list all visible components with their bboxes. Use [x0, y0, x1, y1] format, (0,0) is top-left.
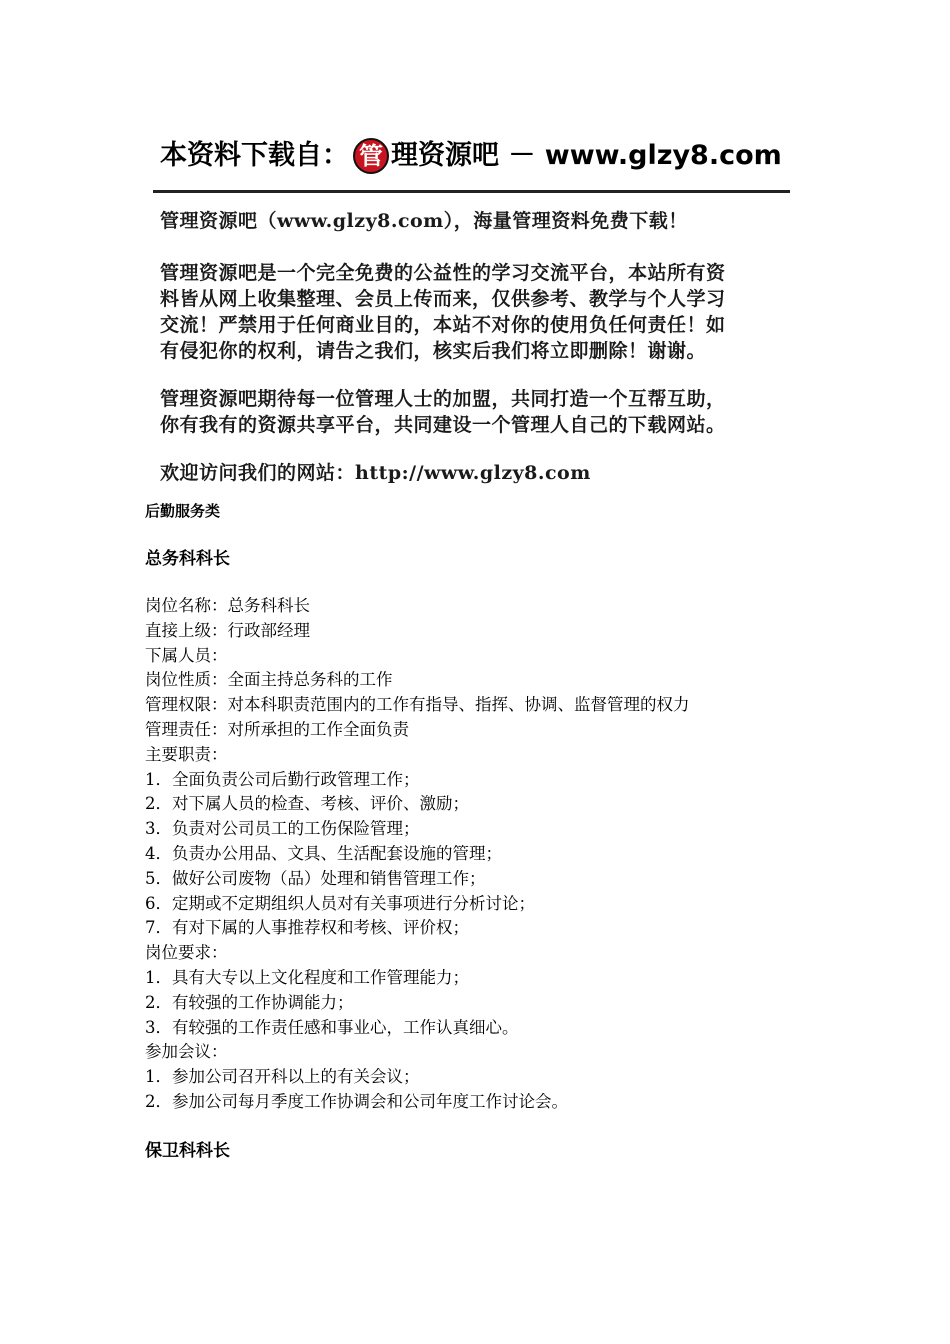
job-heading-general-affairs: 总务科科长 — [145, 549, 230, 569]
body-line: 岗位名称：总务科科长 — [145, 596, 310, 615]
body-line: 4．负责办公用品、文具、生活配套设施的管理； — [145, 843, 502, 863]
banner-divider — [153, 190, 790, 193]
banner-prefix: 本资料下载自： — [160, 140, 349, 171]
body-line: 6．定期或不定期组织人员对有关事项进行分析讨论； — [145, 893, 535, 913]
body-line: 岗位要求： — [145, 943, 228, 963]
notice-paragraph-2: 管理资源吧是一个完全免费的公益性的学习交流平台，本站所有资 料皆从网上收集整理、会员上传而来，仅供参考、教学与个人学习 交流！严禁用于任何商业目的，本站不对你的使用负任何责任！如 有侵犯你的权利，请告之我们，核实后我们将立即删除！谢谢。 — [160, 262, 726, 362]
body-line: 参加会议： — [145, 1042, 228, 1062]
download-banner — [160, 136, 782, 176]
body-line: 1．全面负责公司后勤行政管理工作； — [145, 769, 420, 789]
body-line: 管理权限：对本科职责范围内的工作有指导、指挥、协调、监督管理的权力 — [145, 695, 690, 715]
body-line: 2．有较强的工作协调能力； — [145, 992, 354, 1012]
body-line: 岗位性质：全面主持总务科的工作 — [145, 670, 393, 690]
body-line: 2．参加公司每月季度工作协调会和公司年度工作讨论会。 — [145, 1091, 568, 1111]
body-line: 3．负责对公司员工的工伤保险管理； — [145, 819, 420, 839]
body-line: 下属人员： — [145, 645, 228, 665]
body-line: 1．参加公司召开科以上的有关会议； — [145, 1067, 420, 1087]
body-line: 7．有对下属的人事推荐权和考核、评价权； — [145, 918, 469, 938]
notice-paragraph-3: 管理资源吧期待每一位管理人士的加盟，共同打造一个互帮互助， 你有我有的资源共享平台，共同建设一个管理人自己的下载网站。 — [160, 388, 726, 436]
body-line: 1．具有大专以上文化程度和工作管理能力； — [145, 967, 469, 987]
body-line: 主要职责： — [145, 744, 228, 764]
job-description-body — [145, 594, 825, 1115]
body-line: 直接上级：行政部经理 — [145, 620, 310, 640]
notice-line-1: 管理资源吧（www.glzy8.com），海量管理资料免费下载！ — [160, 210, 688, 232]
job-heading-security: 保卫科科长 — [145, 1141, 230, 1161]
section-label: 后勤服务类 — [145, 502, 221, 520]
body-line: 管理责任：对所承担的工作全面负责 — [145, 719, 409, 739]
site-logo-icon: 管 — [353, 138, 389, 174]
body-line: 2．对下属人员的检查、考核、评价、激励； — [145, 794, 469, 814]
notice-website-line: 欢迎访问我们的网站：http://www.glzy8.com — [160, 462, 591, 484]
banner-suffix: 理资源吧 － www.glzy8.com — [391, 140, 782, 171]
body-line: 3．有较强的工作责任感和事业心，工作认真细心。 — [145, 1017, 519, 1037]
body-line: 5．做好公司废物（品）处理和销售管理工作； — [145, 868, 486, 888]
